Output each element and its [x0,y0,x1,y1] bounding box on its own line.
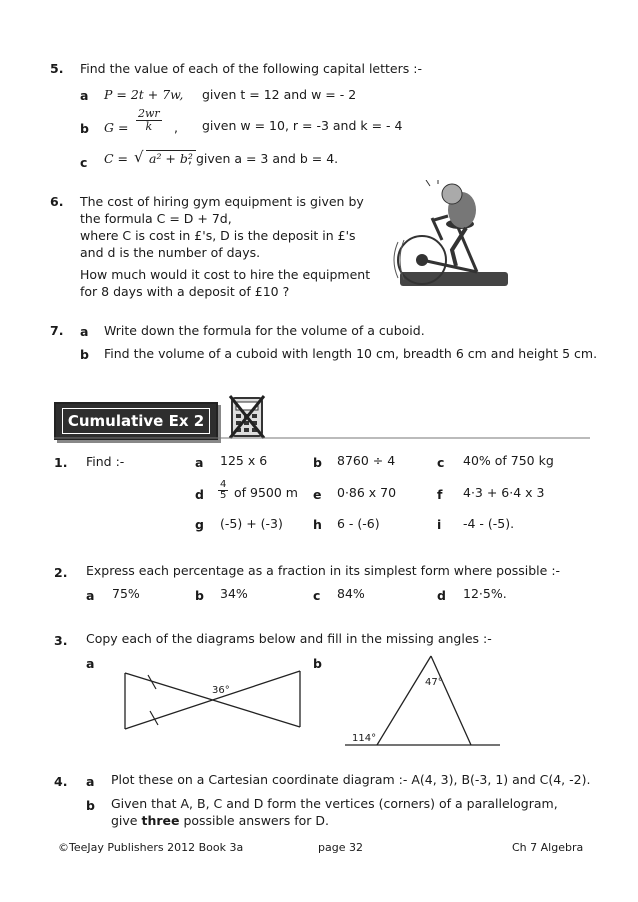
part-label: h [313,517,322,532]
part-label: d [437,588,446,603]
question-prompt: Express each percentage as a fraction in its simplest form where possible :- [86,563,561,578]
part-text: 84% [337,586,365,601]
part-label: e [313,487,322,502]
text-fragment: give [111,813,142,828]
text-line: How much would it cost to hire the equipment [80,267,371,282]
sqrt-sign: √ [134,148,144,166]
question-number: 3. [54,633,68,648]
radicand: a² + b² [146,150,196,166]
question-number: 4. [54,774,68,789]
question-number: 5. [50,61,64,76]
part-text: (-5) + (-3) [220,516,283,531]
part-label: c [80,155,88,170]
part-text: 34% [220,586,248,601]
footer-chapter: Ch 7 Algebra [512,841,584,854]
text-fragment: possible answers for D. [179,813,329,828]
emphasis: three [141,813,180,828]
part-text: 0·86 x 70 [337,485,397,500]
part-text: 125 x 6 [220,453,268,468]
diagram-a-crossed-lines [120,665,310,737]
part-text: 12·5%. [463,586,507,601]
question-number: 6. [50,194,64,209]
text-line: where C is cost in £'s, D is the deposit in £'s [80,228,356,243]
angle-label: 114° [352,733,377,744]
fraction-numerator: 2wr [138,107,160,120]
part-label: d [195,487,204,502]
part-label: b [195,588,204,603]
part-label: b [86,798,95,813]
part-text: 40% of 750 kg [463,453,554,468]
part-label: a [80,324,89,339]
part-text: of 9500 m [234,485,298,500]
part-label: a [80,88,89,103]
question-number: 2. [54,565,68,580]
text-line: and d is the number of days. [80,245,261,260]
given-values: , given a = 3 and b = 4. [188,151,339,166]
part-text: 8760 ÷ 4 [337,453,396,468]
footer-publisher: ©TeeJay Publishers 2012 Book 3a [58,841,244,854]
part-label: g [195,517,204,532]
diagram-label: b [313,656,322,671]
part-label: c [437,455,445,470]
question-number: 7. [50,323,64,338]
part-text [111,813,329,828]
given-values: given w = 10, r = -3 and k = - 4 [202,118,403,133]
formula-lhs: C = [104,151,129,166]
part-label: b [313,455,322,470]
part-label: b [80,347,89,362]
diagram-label: a [86,656,95,671]
angle-label: 36° [212,685,230,696]
part-text: 75% [112,586,140,601]
formula: P = 2t + 7w, [104,87,184,102]
fraction-numerator: 4 [220,479,227,490]
part-text: 6 - (-6) [337,516,380,531]
part-label: b [80,121,89,136]
text-line: for 8 days with a deposit of £10 ? [80,284,290,299]
part-label: c [313,588,321,603]
part-label: f [437,487,443,502]
part-text: -4 - (-5). [463,516,515,531]
fraction-denominator: 5 [220,490,227,501]
part-text: Plot these on a Cartesian coordinate diagram :- A(4, 3), B(-3, 1) and C(4, -2). [111,772,591,787]
crossed-out-calculator-icon [228,392,266,440]
part-label: a [86,774,95,789]
cyclist-illustration [382,180,522,300]
section-title: Cumulative Ex 2 [62,408,210,434]
part-text: 4·3 + 6·4 x 3 [463,485,545,500]
formula-lhs: G = [104,120,129,135]
given-values: given t = 12 and w = - 2 [202,87,357,102]
question-number: 1. [54,455,68,470]
question-prompt: Find the value of each of the following capital letters :- [80,61,422,76]
part-text: Write down the formula for the volume of a cuboid. [104,323,425,338]
comma: , [174,120,178,135]
part-text: Find the volume of a cuboid with length 10 cm, breadth 6 cm and height 5 cm. [104,346,598,361]
part-label: a [195,455,204,470]
fraction [218,480,228,501]
section-banner [54,402,218,440]
footer-page-number: page 32 [318,841,363,854]
text-line: The cost of hiring gym equipment is given by [80,194,364,209]
fraction-denominator: k [145,120,153,133]
question-prompt: Find :- [86,454,125,469]
question-prompt: Copy each of the diagrams below and fill in the missing angles :- [86,631,492,646]
angle-label: 47° [425,677,443,688]
section-divider [0,437,638,441]
part-label: i [437,517,442,532]
part-label: a [86,588,95,603]
text-line: the formula C = D + 7d, [80,211,232,226]
fraction [136,108,162,133]
part-text: Given that A, B, C and D form the vertices (corners) of a parallelogram, [111,796,558,811]
